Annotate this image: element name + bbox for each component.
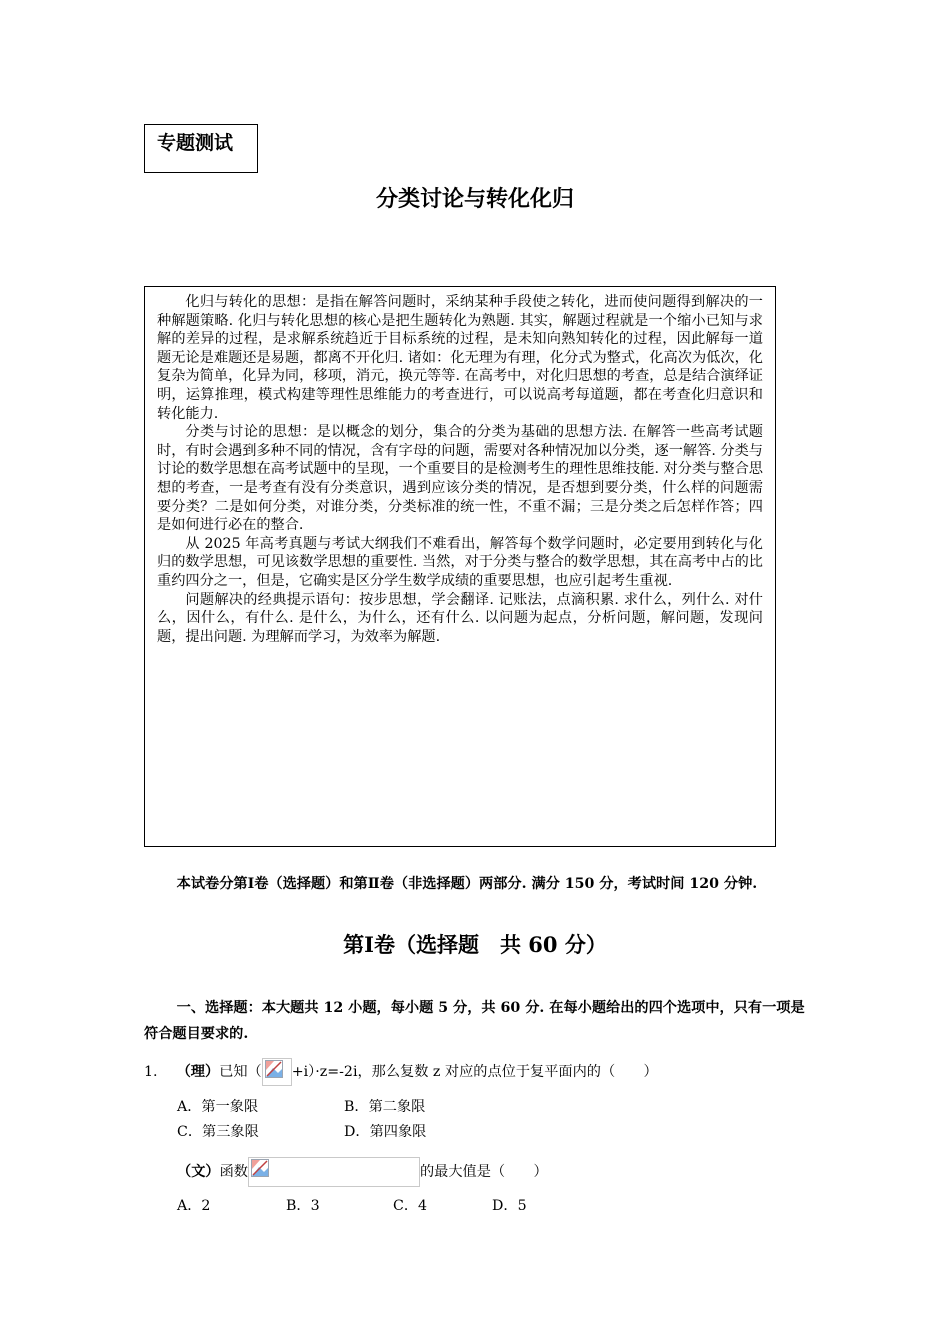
li-option-a: A．第一象限	[177, 1099, 259, 1115]
image-placeholder-icon	[251, 1159, 269, 1177]
li-option-b: B．第二象限	[344, 1099, 426, 1115]
section-title: 第Ⅰ卷（选择题 共 60 分）	[343, 932, 607, 957]
broken-image-icon	[262, 1058, 292, 1086]
li-stem-post: +i）·z=-2i，那么复数 z 对应的点位于复平面内的（ ）	[291, 1064, 658, 1080]
wen-stem-pre: 函数	[219, 1164, 248, 1180]
question-1-li	[144, 1058, 658, 1086]
topic-tag: 专题测试	[144, 124, 258, 173]
wen-option-a: A．2	[177, 1198, 211, 1214]
intro-box	[144, 286, 776, 847]
li-stem-pre: 已知（	[219, 1064, 262, 1080]
li-option-c: C．第三象限	[177, 1124, 259, 1140]
li-option-d: D．第四象限	[344, 1124, 427, 1140]
intro-paragraph-2: 分类与讨论的思想：是以概念的划分，集合的分类为基础的思想方法. 在解答一些高考试题时，有时会遇到多种不同的情况，含有字母的问题，需要对各种情况加以分类，逐一解答. 分类与讨论的数学思想在高考试题中的呈现，一个重要目的是检测考生的理性思维技能. 对分类与整合思想的考查，一是考查有没有分类意识，遇到应该分类的情况，是否想到要分类，什么样的问题需要分类？二是如何分类，对谁分类，分类标准的统一性，不重不漏；三是分类之后怎样作答；四是如何进行必在的整合.	[157, 424, 763, 534]
intro-paragraph-4: 问题解决的经典提示语句：按步思想，学会翻译. 记账法，点滴积累. 求什么，列什么. 对什么，因什么，有什么. 是什么，为什么，还有什么. 以问题为起点，分析问题，解问题，发现问题，提出问题. 为理解而学习，为效率为解题.	[157, 591, 763, 645]
question-1-wen	[177, 1157, 548, 1187]
part-heading: 一、选择题：本大题共 12 小题，每小题 5 分，共 60 分. 在每小题给出的四个选项中，只有一项是符合题目要求的.	[144, 1000, 805, 1042]
intro-paragraph-3: 从 2025 年高考真题与考试大纲我们不难看出，解答每个数学问题时，必定要用到转化与化归的数学思想，可见该数学思想的重要性. 当然，对于分类与整合的数学思想，其在高考中占的比重约四分之一，但是，它确实是区分学生数学成绩的重要思想，也应引起考生重视.	[157, 535, 763, 589]
exam-note: 本试卷分第Ⅰ卷（选择题）和第Ⅱ卷（非选择题）两部分. 满分 150 分，考试时间 120 分钟.	[176, 876, 758, 892]
page-title: 分类讨论与转化化归	[375, 187, 574, 212]
formula-image-placeholder	[248, 1157, 420, 1187]
question-number: 1.	[144, 1064, 158, 1080]
wen-option-b: B．3	[286, 1198, 320, 1214]
wen-option-c: C．4	[393, 1198, 428, 1214]
wen-stem-post: 的最大值是（ ）	[419, 1164, 548, 1180]
li-tag: （理）	[176, 1064, 220, 1080]
wen-tag: （文）	[177, 1164, 220, 1180]
image-placeholder-icon	[265, 1060, 283, 1078]
intro-paragraph-1: 化归与转化的思想：是指在解答问题时，采纳某种手段使之转化，进而使问题得到解决的一种解题策略. 化归与转化思想的核心是把生题转化为熟题. 其实，解题过程就是一个缩小已知与求解的差异的过程，是求解系统趋近于目标系统的过程，是未知向熟知转化的过程，因此解每一道题无论是难题还是易题，都离不开化归. 诸如：化无理为有理，化分式为整式，化高次为低次，化复杂为简单，化异为同，移项，消元，换元等等. 在高考中，对化归思想的考查，总是结合演绎证明，运算推理，模式构建等理性思维能力的考查进行，可以说高考每道题，都在考查化归意识和转化能力.	[157, 294, 763, 422]
wen-option-d: D．5	[492, 1198, 527, 1214]
